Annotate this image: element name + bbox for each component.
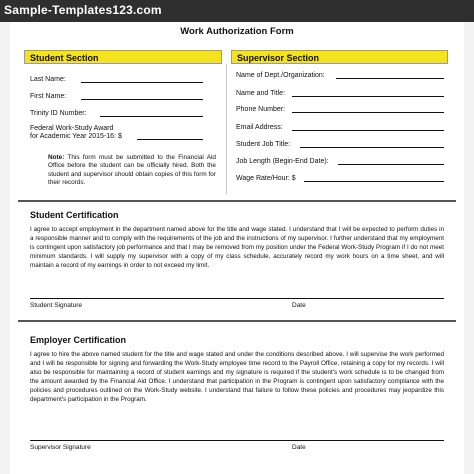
- job-title-field[interactable]: [300, 147, 444, 148]
- supervisor-signature-line[interactable]: [30, 440, 444, 441]
- note-text: This form must be submitted to the Financial Aid Office before the student can be officially hired. Both the student and supervisor should obtain copies of this form for their records.: [48, 154, 216, 186]
- job-length-label: Job Length (Begin-End Date):: [236, 158, 329, 165]
- note-label: Note:: [48, 154, 65, 161]
- last-name-label: Last Name:: [30, 76, 66, 83]
- job-length-field[interactable]: [338, 164, 444, 165]
- supervisor-signature-label: Supervisor Signature: [30, 444, 91, 451]
- wage-field[interactable]: [304, 181, 444, 182]
- phone-label: Phone Number:: [236, 106, 286, 113]
- dept-label: Name of Dept./Organization:: [236, 72, 325, 79]
- employer-cert-heading: Employer Certification: [30, 335, 127, 345]
- student-section-header: Student Section: [24, 50, 222, 64]
- name-title-field[interactable]: [292, 96, 444, 97]
- site-banner-text: Sample-Templates123.com: [4, 3, 162, 17]
- site-banner: [0, 0, 474, 22]
- employer-cert-text: I agree to hire the above named student for the title and wage stated and under the conditions described above. I will supervise the work performed and I will be responsible for signing and forwarding the Work-Study employee time record to the Payroll Office, retaining a copy for my records. I will also be responsible for maintaining a record of student earnings and my signature is required if the student's work schedule is to be changed from the amount awarded by the Financial Aid Office. I understand that participation in the Program is contingent upon satisfactory compliance with the policies and procedures outlined on the Work-Study website. I understand that failure to follow these policies and procedures may jeopardize this department's participation in the Program.: [30, 351, 444, 403]
- award-amount-field[interactable]: [137, 139, 203, 140]
- student-signature-label: Student Signature: [30, 302, 83, 309]
- dept-field[interactable]: [336, 78, 444, 79]
- student-date-label: Date: [292, 302, 306, 309]
- student-cert-text: I agree to accept employment in the department named above for the title and wage stated. I understand that I will be expected to perform duties in a responsible manner and to comply with the requirements of the job and the instructions of my supervisor. I further understand that my employment is contingent upon satisfactory job performance and that I may be removed from my position under the Federal Work-Study Program if I do not meet minimum standards. I will supply my supervisor with a copy of my class schedule, accurately record my work hours on a time sheet, and will maintain a record of my earnings in order to not exceed my limit.: [30, 226, 444, 269]
- supervisor-date-label: Date: [292, 444, 306, 451]
- first-name-label: First Name:: [30, 93, 67, 100]
- phone-field[interactable]: [292, 112, 444, 113]
- student-signature-line[interactable]: [30, 298, 444, 299]
- email-label: Email Address:: [236, 124, 283, 131]
- form-title: Work Authorization Form: [180, 26, 294, 37]
- trinity-id-field[interactable]: [100, 116, 203, 117]
- trinity-id-label: Trinity ID Number:: [30, 110, 87, 117]
- job-title-label: Student Job Title:: [236, 141, 291, 148]
- wage-label: Wage Rate/Hour: $: [236, 175, 296, 182]
- name-title-label: Name and Title:: [236, 90, 286, 97]
- award-label-line1: Federal Work-Study Award: [30, 125, 114, 132]
- last-name-field[interactable]: [81, 82, 203, 83]
- section-rule-2: [18, 320, 456, 322]
- award-label-line2: for Academic Year 2015-16: $: [30, 133, 122, 140]
- student-cert-heading: Student Certification: [30, 210, 119, 220]
- email-field[interactable]: [292, 130, 444, 131]
- first-name-field[interactable]: [81, 99, 203, 100]
- student-note: [48, 154, 216, 187]
- section-rule-1: [18, 200, 456, 202]
- section-divider: [226, 64, 227, 194]
- supervisor-section-header: Supervisor Section: [231, 50, 448, 64]
